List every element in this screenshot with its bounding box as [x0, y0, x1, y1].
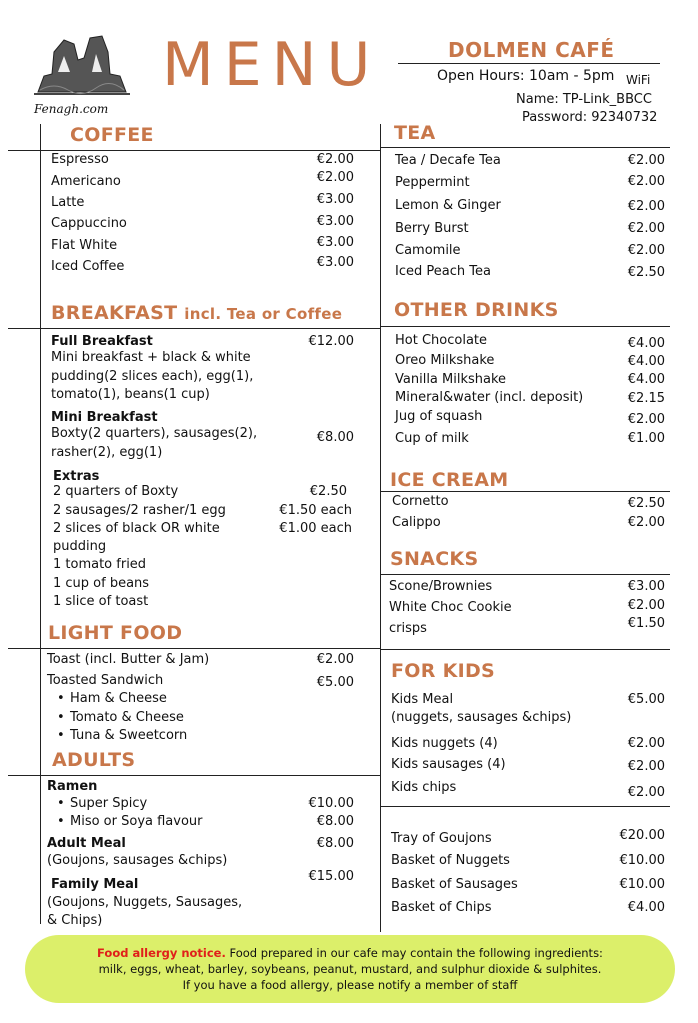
- menu-price: €2.00: [316, 170, 354, 185]
- castle-ruin-icon: [34, 32, 130, 96]
- extra-item: 1 tomato fried: [53, 557, 147, 572]
- menu-price: €2.00: [627, 598, 665, 613]
- menu-price: €3.00: [627, 579, 665, 594]
- extras-title: Extras: [53, 469, 100, 484]
- light-food-rule: [8, 648, 380, 649]
- menu-price: €8.00: [316, 430, 354, 445]
- item-desc: (Goujons, Nuggets, Sausages,: [47, 895, 243, 910]
- cafe-name: DOLMEN CAFÉ: [448, 38, 615, 62]
- left-border: [40, 124, 41, 924]
- menu-item: Scone/Brownies: [389, 579, 493, 594]
- menu-price: €10.00: [308, 796, 354, 811]
- extra-item: 2 sausages/2 rasher/1 egg: [53, 503, 226, 518]
- logo-caption: Fenagh.com: [34, 102, 109, 116]
- menu-price: €4.00: [627, 354, 665, 369]
- menu-price: €4.00: [627, 900, 665, 915]
- menu-item: Basket of Chips: [391, 900, 492, 915]
- menu-item: Vanilla Milkshake: [395, 372, 507, 387]
- menu-price: €10.00: [619, 853, 665, 868]
- menu-item: Cup of milk: [395, 431, 469, 446]
- menu-item: Jug of squash: [395, 409, 483, 424]
- menu-price: €2.50: [309, 484, 347, 499]
- ramen: Ramen: [47, 779, 98, 794]
- menu-item: Hot Chocolate: [395, 333, 488, 348]
- filling-option: • Tomato & Cheese: [70, 710, 184, 725]
- ramen-option: • Miso or Soya flavour: [70, 814, 203, 829]
- menu-price: €3.00: [316, 214, 354, 229]
- snacks-bottom-rule: [380, 649, 670, 650]
- menu-price: €2.00: [627, 736, 665, 751]
- allergy-line-1: [25, 945, 675, 961]
- menu-price: €2.00: [627, 412, 665, 427]
- menu-price: €5.00: [316, 675, 354, 690]
- menu-price: €2.00: [627, 243, 665, 258]
- page-title: MENU: [162, 30, 381, 100]
- coffee-rule: [8, 150, 380, 151]
- item-desc: rasher(2), egg(1): [51, 445, 163, 460]
- menu-item: Latte: [51, 195, 85, 210]
- filling-option: • Ham & Cheese: [70, 691, 167, 706]
- menu-item: Espresso: [51, 152, 109, 167]
- menu-item: Kids nuggets (4): [391, 736, 498, 751]
- allergy-line-3: If you have a food allergy, please notify a member of staff: [182, 978, 518, 992]
- menu-price: €4.00: [627, 336, 665, 351]
- menu-price: €2.00: [627, 785, 665, 800]
- menu-price: €1.00: [627, 431, 665, 446]
- menu-price: €4.00: [627, 372, 665, 387]
- menu-item: Toasted Sandwich: [47, 673, 164, 688]
- menu-price: €3.00: [316, 235, 354, 250]
- menu-price: €12.00: [308, 334, 354, 349]
- item-desc: (Goujons, sausages &chips): [47, 853, 228, 868]
- menu-price: €15.00: [308, 869, 354, 884]
- menu-item: Americano: [51, 174, 121, 189]
- menu-item: Basket of Nuggets: [391, 853, 510, 868]
- other-drinks-rule: [380, 326, 670, 327]
- extra-item: pudding: [53, 539, 107, 554]
- tea-heading: TEA: [394, 122, 436, 144]
- wifi-label: WiFi: [626, 73, 651, 87]
- menu-price: €5.00: [627, 692, 665, 707]
- menu-item: Tea / Decafe Tea: [395, 153, 501, 168]
- menu-price: €8.00: [316, 814, 354, 829]
- menu-item: Basket of Sausages: [391, 877, 518, 892]
- menu-price: €2.50: [627, 265, 665, 280]
- extra-item: 2 quarters of Boxty: [53, 484, 179, 499]
- allergy-notice: [25, 935, 675, 1003]
- menu-item: Tray of Goujons: [391, 831, 492, 846]
- menu-item: Calippo: [392, 515, 441, 530]
- menu-item: Iced Peach Tea: [395, 264, 491, 279]
- menu-price: €10.00: [619, 877, 665, 892]
- mini-breakfast: Mini Breakfast: [51, 410, 158, 425]
- breakfast-heading: [51, 302, 342, 324]
- full-breakfast: Full Breakfast: [51, 334, 153, 349]
- menu-price: €2.00: [627, 221, 665, 236]
- menu-item: White Choc Cookie: [389, 600, 512, 615]
- tea-rule: [380, 147, 670, 148]
- kids-heading: FOR KIDS: [391, 660, 496, 682]
- extra-item: 1 cup of beans: [53, 576, 150, 591]
- item-desc: Mini breakfast + black & white: [51, 350, 251, 365]
- menu-price: €2.00: [627, 759, 665, 774]
- adults-rule: [8, 775, 380, 776]
- menu-price: €2.00: [316, 652, 354, 667]
- menu-price: €2.00: [627, 515, 665, 530]
- menu-item: Toast (incl. Butter & Jam): [47, 652, 210, 667]
- menu-item: Flat White: [51, 238, 118, 253]
- column-divider: [380, 124, 381, 932]
- open-hours: Open Hours: 10am - 5pm: [437, 68, 615, 84]
- header-divider: [398, 63, 660, 64]
- ramen-option: • Super Spicy: [70, 796, 147, 811]
- snacks-rule: [380, 574, 670, 575]
- menu-price: €2.15: [627, 391, 665, 406]
- light-food-heading: LIGHT FOOD: [48, 622, 183, 644]
- menu-price: €2.00: [627, 199, 665, 214]
- allergy-label: Food allergy notice.: [97, 946, 226, 960]
- breakfast-rule: [8, 328, 380, 329]
- menu-price: €2.00: [627, 174, 665, 189]
- menu-price: €3.00: [316, 192, 354, 207]
- menu-item: Oreo Milkshake: [395, 353, 495, 368]
- kids-meal: Kids Meal: [391, 692, 454, 707]
- menu-item: Berry Burst: [395, 221, 469, 236]
- menu-price: €2.00: [316, 152, 354, 167]
- ice-cream-heading: ICE CREAM: [390, 469, 509, 491]
- menu-item: Iced Coffee: [51, 259, 125, 274]
- item-desc: pudding(2 slices each), egg(1),: [51, 369, 254, 384]
- menu-item: Cappuccino: [51, 216, 127, 231]
- adults-heading: ADULTS: [52, 749, 136, 771]
- menu-price: €8.00: [316, 836, 354, 851]
- menu-item: Peppermint: [395, 175, 470, 190]
- logo: [34, 32, 130, 114]
- coffee-heading: COFFEE: [70, 124, 154, 146]
- menu-item: Cornetto: [392, 494, 449, 509]
- breakfast-title: BREAKFAST: [51, 302, 178, 324]
- snacks-heading: SNACKS: [390, 548, 479, 570]
- extra-item: 1 slice of toast: [53, 594, 149, 609]
- menu-item: crisps: [389, 621, 427, 636]
- family-meal: Family Meal: [51, 877, 139, 892]
- item-desc: (nuggets, sausages &chips): [391, 710, 572, 725]
- menu-item: Kids chips: [391, 780, 457, 795]
- kids-bottom-rule: [380, 806, 670, 807]
- filling-option: • Tuna & Sweetcorn: [70, 728, 187, 743]
- other-drinks-heading: OTHER DRINKS: [394, 299, 559, 321]
- menu-price: €1.00 each: [279, 521, 352, 536]
- item-desc: tomato(1), beans(1 cup): [51, 387, 210, 402]
- menu-price: €20.00: [619, 828, 665, 843]
- menu-price: €1.50 each: [279, 503, 352, 518]
- adult-meal: Adult Meal: [47, 836, 126, 851]
- menu-price: €2.50: [627, 496, 665, 511]
- item-desc: & Chips): [47, 913, 103, 928]
- wifi-password: Password: 92340732: [522, 110, 658, 125]
- menu-item: Lemon & Ginger: [395, 198, 501, 213]
- wifi-name: Name: TP-Link_BBCC: [516, 92, 652, 107]
- menu-item: Camomile: [395, 243, 461, 258]
- menu-price: €3.00: [316, 255, 354, 270]
- breakfast-note: incl. Tea or Coffee: [184, 305, 343, 323]
- item-desc: Boxty(2 quarters), sausages(2),: [51, 426, 258, 441]
- allergy-text: Food prepared in our cafe may contain the following ingredients:: [225, 946, 603, 960]
- menu-item: Kids sausages (4): [391, 757, 506, 772]
- ice-cream-rule: [380, 491, 670, 492]
- allergy-line-2: milk, eggs, wheat, barley, soybeans, peanut, mustard, and sulphur dioxide & sulphites.: [98, 962, 602, 976]
- menu-price: €1.50: [627, 616, 665, 631]
- extra-item: 2 slices of black OR white: [53, 521, 220, 536]
- menu-price: €2.00: [627, 153, 665, 168]
- menu-item: Mineral&water (incl. deposit): [395, 390, 584, 405]
